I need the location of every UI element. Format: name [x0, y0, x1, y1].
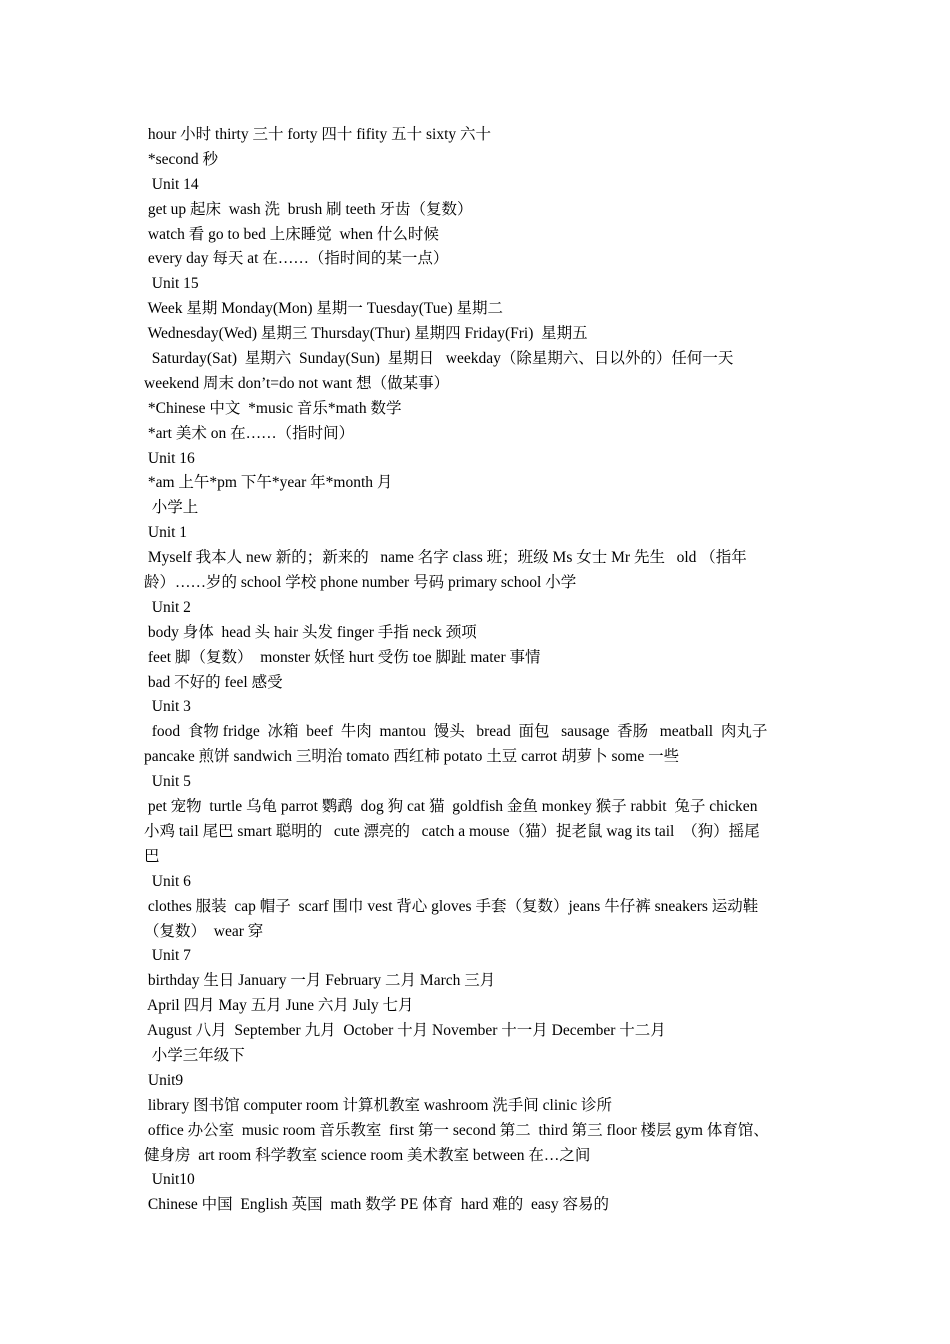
text-line: Chinese 中国 English 英国 math 数学 PE 体育 hard 难的 easy 容易的	[144, 1196, 609, 1214]
text-line: body 身体 head 头 hair 头发 finger 手指 neck 颈项	[144, 623, 477, 641]
text-line: pancake 煎饼 sandwich 三明治 tomato 西红柿 potato 土豆 carrot 胡萝卜 some 一些	[144, 748, 680, 766]
text-line: watch 看 go to bed 上床睡觉 when 什么时候	[144, 225, 439, 243]
text-line: library 图书馆 computer room 计算机教室 washroom 洗手间 clinic 诊所	[144, 1096, 612, 1114]
unit-heading: Unit 5	[144, 773, 191, 791]
document-page	[144, 123, 806, 1218]
text-line: April 四月 May 五月 June 六月 July 七月	[144, 997, 414, 1015]
text-line: *Chinese 中文 *music 音乐*math 数学	[144, 399, 402, 417]
text-line: weekend 周末 don’t=do not want 想（做某事）	[144, 374, 450, 392]
text-line: food 食物 fridge 冰箱 beef 牛肉 mantou 馒头 bread 面包 sausage 香肠 meatball 肉丸子	[144, 723, 768, 741]
text-line: Wednesday(Wed) 星期三 Thursday(Thur) 星期四 Friday(Fri) 星期五	[144, 325, 588, 343]
unit-heading: Unit9	[144, 1071, 184, 1089]
unit-heading: Unit 7	[144, 947, 191, 965]
text-line: office 办公室 music room 音乐教室 first 第一 second 第二 third 第三 floor 楼层 gym 体育馆、	[144, 1121, 769, 1139]
text-line: Myself 我本人 new 新的；新来的 name 名字 class 班；班级 Ms 女士 Mr 先生 old （指年	[144, 549, 747, 567]
unit-heading: Unit 14	[144, 175, 199, 193]
text-line: feet 脚（复数） monster 妖怪 hurt 受伤 toe 脚趾 mater 事情	[144, 648, 541, 666]
unit-heading: Unit 6	[144, 872, 191, 890]
text-line: 小鸡 tail 尾巴 smart 聪明的 cute 漂亮的 catch a mouse（猫）捉老鼠 wag its tail （狗）摇尾	[144, 822, 760, 840]
text-line: every day 每天 at 在……（指时间的某一点）	[144, 250, 449, 268]
text-line: *am 上午*pm 下午*year 年*month 月	[144, 474, 393, 492]
section-heading: 小学上	[144, 499, 199, 517]
text-line: 健身房 art room 科学教室 science room 美术教室 between 在…之间	[144, 1146, 591, 1164]
unit-heading: Unit 1	[144, 524, 188, 542]
unit-heading: Unit10	[144, 1171, 195, 1189]
text-line: Week 星期 Monday(Mon) 星期一 Tuesday(Tue) 星期二	[144, 300, 503, 318]
text-line: （复数） wear 穿	[144, 922, 264, 940]
unit-heading: Unit 3	[144, 698, 191, 716]
unit-heading: Unit 15	[144, 275, 199, 293]
text-line: hour 小时 thirty 三十 forty 四十 fifity 五十 sixty 六十	[144, 126, 492, 143]
text-line: get up 起床 wash 洗 brush 刷 teeth 牙齿（复数）	[144, 200, 473, 218]
text-line: 龄）……岁的 school 学校 phone number 号码 primary school 小学	[144, 574, 577, 592]
unit-heading: Unit 16	[144, 449, 195, 467]
unit-heading: Unit 2	[144, 598, 191, 616]
text-line: pet 宠物 turtle 乌龟 parrot 鹦鹉 dog 狗 cat 猫 goldfish 金鱼 monkey 猴子 rabbit 兔子 chicken	[144, 798, 758, 816]
section-heading: 小学三年级下	[144, 1046, 245, 1064]
text-line: August 八月 September 九月 October 十月 November 十一月 December 十二月	[144, 1022, 666, 1040]
text-line: clothes 服装 cap 帽子 scarf 围巾 vest 背心 gloves 手套（复数）jeans 牛仔裤 sneakers 运动鞋	[144, 897, 759, 915]
text-line: Saturday(Sat) 星期六 Sunday(Sun) 星期日 weekday（除星期六、日以外的）任何一天	[144, 350, 734, 368]
text-line: birthday 生日 January 一月 February 二月 March 三月	[144, 972, 496, 990]
text-line: *second 秒	[144, 150, 219, 168]
text-line: 巴	[144, 847, 160, 865]
text-line: *art 美术 on 在……（指时间）	[144, 424, 355, 442]
text-line: bad 不好的 feel 感受	[144, 673, 283, 691]
